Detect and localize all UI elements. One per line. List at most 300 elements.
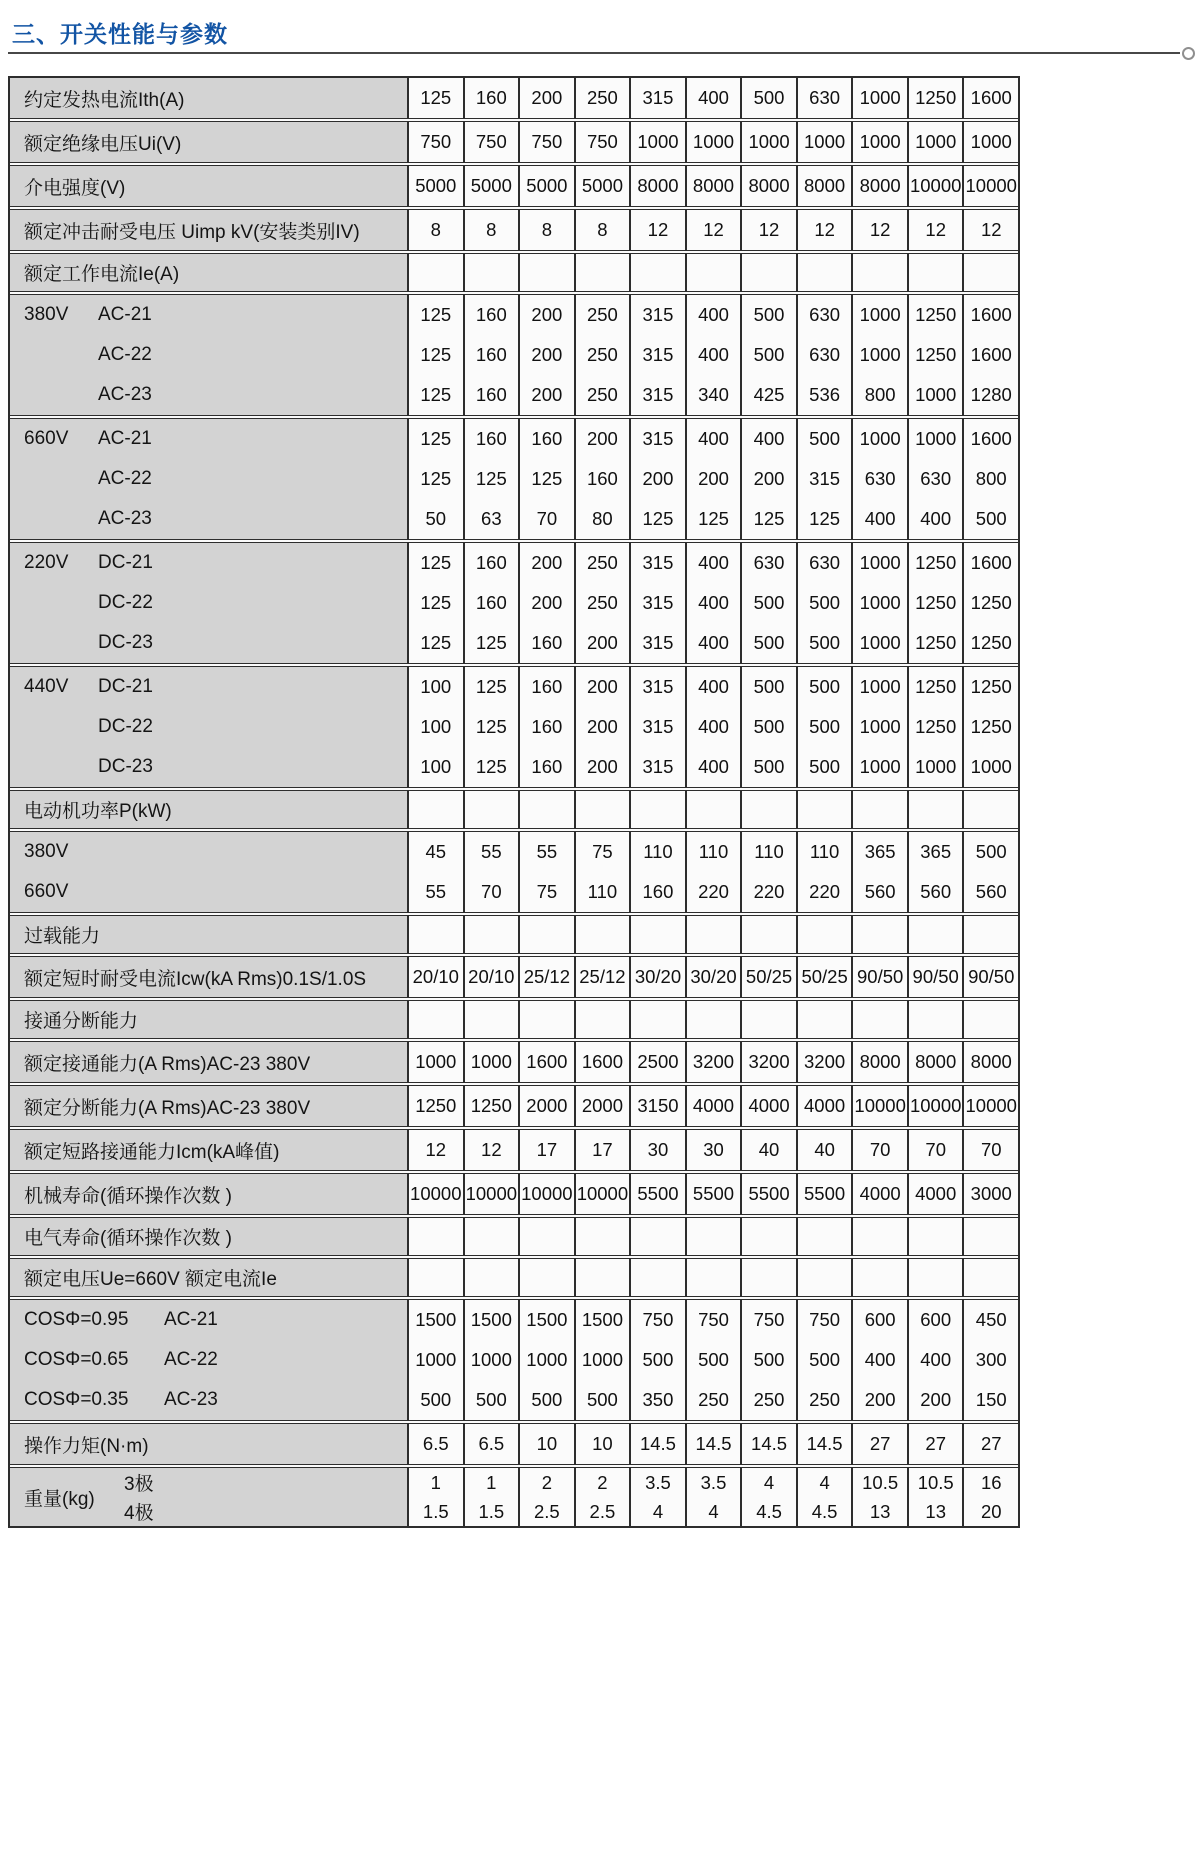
row-label-sub: AC-21 [164, 1309, 218, 1330]
value-cell: 1000 [470, 1051, 512, 1072]
value-row [407, 1218, 1018, 1255]
value-column [740, 1259, 796, 1296]
value-column [463, 832, 519, 912]
row-label-text: 机械寿命(循环操作次数 ) [24, 1185, 232, 1207]
value-cell: 50 [425, 508, 447, 529]
value-cell: 500 [420, 1389, 452, 1410]
value-cell: 315 [642, 304, 674, 325]
value-column [685, 295, 741, 415]
value-cell: 5500 [637, 1183, 679, 1204]
value-cell: 4 [819, 1471, 830, 1493]
value-column [907, 1259, 963, 1296]
value-column [907, 78, 963, 118]
value-column [518, 1174, 574, 1214]
value-cell: 20/10 [468, 966, 515, 987]
row-label-line [24, 375, 407, 415]
value-cell: 8000 [748, 175, 790, 196]
table-group [10, 663, 1018, 787]
value-column [574, 1001, 630, 1038]
value-column [463, 1042, 519, 1082]
value-column [629, 1468, 685, 1526]
row-label [10, 122, 407, 162]
value-cell: 27 [869, 1433, 891, 1454]
table-group [10, 1126, 1018, 1170]
value-column [574, 667, 630, 787]
row-label [10, 1300, 407, 1420]
value-cell: 160 [531, 676, 563, 697]
value-column [796, 667, 852, 787]
value-cell: 2000 [581, 1095, 623, 1116]
value-cell: 630 [809, 552, 841, 573]
value-cell [576, 1218, 630, 1255]
value-cell: 30/20 [690, 966, 737, 987]
value-cell: 4.5 [811, 1500, 838, 1522]
value-column [907, 1468, 963, 1526]
value-column [463, 210, 519, 250]
value-cell: 1000 [859, 756, 901, 777]
value-column [463, 543, 519, 663]
value-cell: 8000 [637, 175, 679, 196]
value-column [907, 166, 963, 206]
value-cell: 500 [809, 1349, 841, 1370]
row-label-text: 额定分断能力(A Rms)AC-23 380V [24, 1097, 311, 1119]
value-cell: 2000 [526, 1095, 568, 1116]
value-cell [409, 916, 463, 953]
value-column [518, 1042, 574, 1082]
value-column [407, 1001, 463, 1038]
value-cell: 1000 [637, 131, 679, 152]
row-label [10, 254, 407, 291]
value-column [407, 295, 463, 415]
value-column [629, 916, 685, 953]
value-row [407, 916, 1018, 953]
value-cell: 340 [698, 384, 729, 405]
value-cell: 250 [586, 552, 618, 573]
value-column [962, 254, 1018, 291]
table-group [10, 1038, 1018, 1082]
value-cell: 400 [698, 632, 729, 653]
table-group [10, 828, 1018, 912]
value-column [629, 78, 685, 118]
value-cell: 750 [531, 131, 563, 152]
value-column [962, 1300, 1018, 1420]
value-cell [853, 1259, 907, 1296]
value-column [685, 122, 741, 162]
value-cell: 1.5 [478, 1500, 505, 1522]
value-row [407, 1086, 1018, 1126]
value-column [851, 1259, 907, 1296]
row-label-left: COSΦ=0.65 [24, 1349, 129, 1370]
value-cell: 1250 [915, 344, 957, 365]
value-column [851, 543, 907, 663]
value-cell: 315 [642, 384, 674, 405]
value-cell: 800 [864, 384, 896, 405]
value-column [962, 667, 1018, 787]
value-cell: 20 [980, 1500, 1002, 1522]
table-group [10, 1255, 1018, 1296]
value-cell: 200 [531, 552, 563, 573]
value-cell: 200 [586, 676, 618, 697]
value-column [685, 419, 741, 539]
value-cell: 1250 [970, 716, 1012, 737]
value-column [851, 1086, 907, 1126]
value-column [685, 1174, 741, 1214]
value-column [740, 295, 796, 415]
row-label-text: 额定工作电流Ie(A) [24, 264, 180, 285]
value-cell: 17 [592, 1139, 613, 1160]
value-cell: 100 [420, 676, 452, 697]
value-cell: 14.5 [751, 1433, 788, 1454]
value-cell: 110 [809, 841, 840, 862]
value-column [463, 1174, 519, 1214]
value-column [407, 957, 463, 997]
value-cell: 160 [531, 756, 563, 777]
value-cell: 500 [809, 716, 841, 737]
value-row [407, 832, 1018, 912]
value-column [463, 1001, 519, 1038]
spec-table [8, 76, 1020, 1528]
row-label [10, 166, 407, 206]
value-cell: 1000 [415, 1051, 457, 1072]
value-column [796, 1300, 852, 1420]
value-column [962, 791, 1018, 828]
value-cell: 250 [809, 1389, 841, 1410]
value-cell [742, 791, 796, 828]
value-column [407, 1086, 463, 1126]
value-column [962, 957, 1018, 997]
value-cell: 630 [753, 552, 785, 573]
row-label-sub: AC-22 [98, 344, 152, 365]
value-cell: 10000 [521, 1183, 573, 1204]
value-cell: 125 [698, 508, 729, 529]
value-cell: 8 [597, 219, 608, 240]
value-cell [909, 1218, 963, 1255]
value-cell: 27 [980, 1433, 1002, 1454]
value-cell: 4000 [859, 1183, 901, 1204]
value-cell: 1000 [581, 1349, 623, 1370]
value-cell: 630 [864, 468, 896, 489]
value-cell: 16 [980, 1471, 1002, 1493]
row-label-sub: AC-22 [98, 468, 152, 489]
value-column [851, 78, 907, 118]
value-column [574, 122, 630, 162]
value-cell: 10.5 [862, 1471, 899, 1493]
value-column [685, 166, 741, 206]
value-column [463, 78, 519, 118]
value-column [685, 254, 741, 291]
value-row [407, 667, 1018, 787]
value-cell: 125 [420, 304, 452, 325]
row-label-left: 220V [24, 552, 69, 573]
value-column [685, 1424, 741, 1464]
value-cell: 10000 [854, 1095, 906, 1116]
value-column [463, 791, 519, 828]
row-label [10, 1424, 407, 1464]
value-column [907, 1424, 963, 1464]
value-cell [798, 1001, 852, 1038]
value-cell: 14.5 [695, 1433, 732, 1454]
value-column [629, 957, 685, 997]
value-cell: 125 [475, 676, 507, 697]
value-cell: 13 [925, 1500, 946, 1522]
value-column [407, 166, 463, 206]
value-cell: 80 [592, 508, 613, 529]
value-cell: 12 [425, 1139, 447, 1160]
value-column [463, 667, 519, 787]
value-cell: 400 [698, 716, 729, 737]
value-cell: 160 [475, 87, 507, 108]
value-cell: 50/25 [801, 966, 848, 987]
value-column [907, 1001, 963, 1038]
value-column [796, 1424, 852, 1464]
value-row [407, 957, 1018, 997]
value-cell [520, 791, 574, 828]
value-cell: 55 [481, 841, 502, 862]
value-row [407, 419, 1018, 539]
value-column [962, 1042, 1018, 1082]
row-label-text: 介电强度(V) [24, 177, 126, 199]
value-cell: 8 [486, 219, 497, 240]
value-column [463, 122, 519, 162]
value-cell: 5000 [470, 175, 512, 196]
value-cell: 400 [698, 304, 729, 325]
value-cell: 90/50 [857, 966, 904, 987]
value-cell: 10 [592, 1433, 613, 1454]
value-column [629, 1300, 685, 1420]
value-cell [576, 1259, 630, 1296]
value-column [796, 166, 852, 206]
value-row [407, 1001, 1018, 1038]
table-group [10, 1082, 1018, 1126]
value-cell [576, 791, 630, 828]
value-cell [909, 791, 963, 828]
value-column [574, 295, 630, 415]
value-cell: 5500 [748, 1183, 790, 1204]
value-cell: 50/25 [745, 966, 793, 987]
value-row [407, 791, 1018, 828]
value-cell: 100 [420, 756, 452, 777]
value-column [962, 832, 1018, 912]
row-label-sub: DC-22 [98, 592, 153, 613]
value-cell: 500 [753, 1349, 785, 1370]
value-column [407, 1130, 463, 1170]
row-label-line [24, 335, 407, 375]
value-cell: 750 [642, 1309, 674, 1330]
value-cell: 500 [809, 592, 841, 613]
value-cell: 12 [925, 219, 946, 240]
value-cell: 220 [698, 881, 729, 902]
row-label-sub: DC-21 [98, 552, 153, 573]
value-cell: 1000 [470, 1349, 512, 1370]
value-column [796, 419, 852, 539]
row-label-line [24, 872, 407, 912]
value-cell: 1.5 [422, 1500, 449, 1522]
value-cell: 3200 [692, 1051, 735, 1072]
value-column [962, 1259, 1018, 1296]
value-column [962, 166, 1018, 206]
value-cell [520, 1259, 574, 1296]
row-label-line [24, 295, 407, 335]
value-column [685, 1259, 741, 1296]
value-cell: 125 [531, 468, 563, 489]
value-cell: 125 [475, 716, 507, 737]
value-cell [909, 1259, 963, 1296]
value-cell: 8000 [915, 1051, 957, 1072]
value-cell: 1000 [970, 131, 1012, 152]
table-group [10, 250, 1018, 291]
value-column [463, 957, 519, 997]
value-cell: 5000 [526, 175, 568, 196]
row-label-text: 额定冲击耐受电压 Uimp kV(安装类别IV) [24, 221, 360, 243]
value-column [574, 210, 630, 250]
value-cell: 1000 [915, 756, 957, 777]
row-label-line [24, 419, 407, 459]
value-cell: 55 [425, 881, 447, 902]
pole-label: 4极 [124, 1503, 154, 1524]
value-cell: 315 [642, 676, 674, 697]
row-label [10, 1218, 407, 1255]
value-row [407, 1468, 1018, 1526]
value-cell: 4000 [804, 1095, 846, 1116]
value-cell: 6.5 [478, 1433, 505, 1454]
value-cell: 125 [420, 428, 452, 449]
table-group [10, 1296, 1018, 1420]
value-column [685, 210, 741, 250]
value-column [740, 1086, 796, 1126]
value-cell: 500 [809, 632, 841, 653]
value-cell: 75 [592, 841, 613, 862]
value-cell: 12 [869, 219, 891, 240]
value-cell [964, 1001, 1018, 1038]
value-cell: 500 [753, 676, 785, 697]
value-cell: 250 [586, 384, 618, 405]
value-cell: 8000 [859, 1051, 901, 1072]
value-column [518, 254, 574, 291]
value-cell: 1250 [470, 1095, 512, 1116]
value-row [407, 1300, 1018, 1420]
value-column [740, 210, 796, 250]
value-cell: 400 [864, 1349, 896, 1370]
value-cell: 1000 [859, 304, 901, 325]
row-label [10, 957, 407, 997]
value-column [907, 916, 963, 953]
value-column [851, 166, 907, 206]
value-column [907, 957, 963, 997]
value-column [796, 1174, 852, 1214]
value-column [962, 1001, 1018, 1038]
row-label-text: 重量(kg) [24, 1488, 95, 1510]
value-cell: 1000 [748, 131, 790, 152]
row-label-line [24, 543, 407, 583]
value-column [851, 1042, 907, 1082]
value-column [796, 1086, 852, 1126]
value-cell: 1250 [915, 632, 957, 653]
value-cell: 3150 [637, 1095, 679, 1116]
value-cell: 1250 [915, 552, 957, 573]
value-cell: 12 [980, 219, 1002, 240]
value-column [463, 295, 519, 415]
value-cell [909, 916, 963, 953]
value-column [574, 1086, 630, 1126]
row-label-text: 额定电压Ue=660V 额定电流Ie [24, 1269, 277, 1290]
value-cell: 25/12 [579, 966, 626, 987]
value-cell [465, 916, 519, 953]
value-column [685, 1218, 741, 1255]
value-cell: 400 [698, 87, 729, 108]
value-cell: 350 [642, 1389, 674, 1410]
value-column [518, 1001, 574, 1038]
value-cell: 1000 [859, 87, 901, 108]
row-label-left: COSΦ=0.95 [24, 1309, 129, 1330]
value-row [407, 1174, 1018, 1214]
value-column [851, 295, 907, 415]
value-cell: 70 [925, 1139, 946, 1160]
value-cell: 1000 [915, 131, 957, 152]
value-column [685, 957, 741, 997]
value-column [796, 1042, 852, 1082]
value-cell: 1500 [526, 1309, 568, 1330]
value-cell [742, 1218, 796, 1255]
row-label-text: 额定绝缘电压Ui(V) [24, 133, 182, 155]
value-column [463, 1130, 519, 1170]
value-column [740, 78, 796, 118]
value-column [407, 1259, 463, 1296]
value-cell: 5000 [581, 175, 623, 196]
value-column [907, 419, 963, 539]
value-cell: 160 [531, 716, 563, 737]
pole-label: 3极 [124, 1474, 154, 1495]
value-cell: 750 [809, 1309, 841, 1330]
value-cell: 200 [586, 756, 618, 777]
value-cell: 8 [541, 219, 553, 240]
value-cell: 125 [475, 632, 507, 653]
value-cell: 500 [475, 1389, 507, 1410]
value-column [685, 1086, 741, 1126]
value-cell: 1000 [915, 428, 957, 449]
value-column [740, 791, 796, 828]
value-cell: 13 [869, 1500, 891, 1522]
row-label [10, 1468, 407, 1526]
value-cell: 30 [647, 1139, 669, 1160]
value-cell: 600 [864, 1309, 896, 1330]
value-cell: 200 [753, 468, 785, 489]
value-column [518, 1130, 574, 1170]
row-label [10, 295, 407, 415]
value-column [629, 419, 685, 539]
value-cell: 1600 [581, 1051, 623, 1072]
value-cell: 1600 [526, 1051, 568, 1072]
value-cell: 315 [642, 756, 674, 777]
value-column [518, 957, 574, 997]
table-group [10, 953, 1018, 997]
value-cell [409, 254, 463, 291]
value-column [574, 543, 630, 663]
value-cell: 630 [809, 304, 841, 325]
value-cell: 250 [586, 592, 618, 613]
value-cell: 750 [420, 131, 452, 152]
value-cell: 400 [698, 592, 729, 613]
value-cell: 10000 [965, 175, 1017, 196]
value-column [796, 210, 852, 250]
value-cell: 1600 [970, 428, 1012, 449]
value-cell [853, 916, 907, 953]
value-cell: 315 [642, 344, 674, 365]
value-column [518, 122, 574, 162]
value-column [851, 1174, 907, 1214]
value-column [685, 1042, 741, 1082]
value-column [685, 1468, 741, 1526]
value-column [407, 122, 463, 162]
